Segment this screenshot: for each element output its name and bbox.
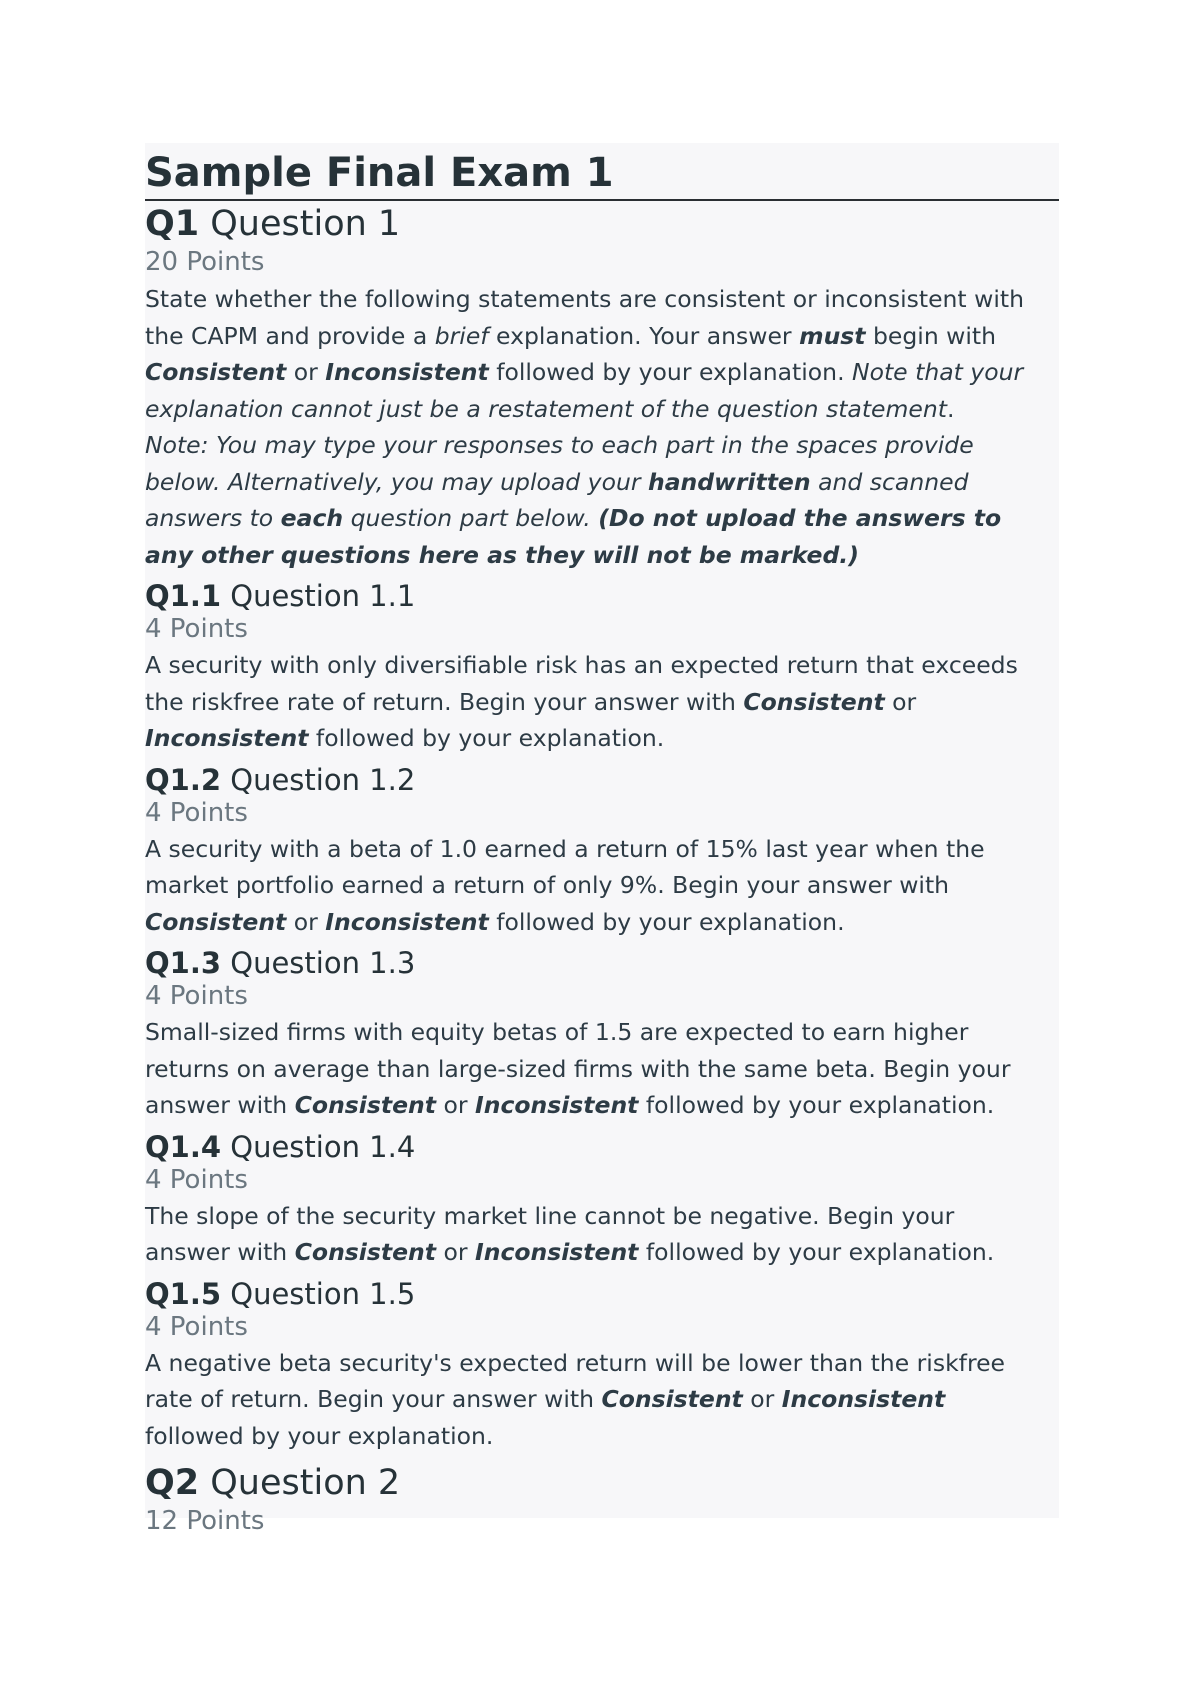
text-segment: A security with a beta of 1.0 earned a return of 15% last year when the xyxy=(145,834,985,863)
italic-text: explanation cannot just be a restatement of the question statement xyxy=(145,394,947,423)
question-number: Q2 xyxy=(145,1463,200,1503)
text-segment: A security with only diversifiable risk has an expected return that exceeds xyxy=(145,651,1018,679)
text-segment: or xyxy=(286,907,326,936)
question-number: Q1.1 xyxy=(145,579,222,613)
text-segment: followed by your explanation. xyxy=(488,358,853,386)
text-line xyxy=(145,647,1059,684)
question-text xyxy=(145,1345,1059,1455)
text-segment: begin with xyxy=(865,321,997,350)
text-segment: the riskfree rate of return. Begin your answer with xyxy=(145,687,744,716)
italic-text: brief xyxy=(434,321,489,350)
text-line xyxy=(145,1051,1059,1088)
text-segment: or xyxy=(884,687,917,716)
question-points: 4 Points xyxy=(145,1164,248,1195)
question-number: Q1.2 xyxy=(145,762,222,797)
emphasis-text: Inconsistent xyxy=(325,907,489,936)
text-segment: market portfolio earned a return of only 9%. Begin your answer with xyxy=(145,871,950,899)
text-segment: or xyxy=(435,1091,475,1119)
text-line xyxy=(145,500,1059,537)
text-segment: or xyxy=(286,358,326,386)
subquestion-q1-3 xyxy=(145,940,1059,1124)
text-line xyxy=(145,354,1059,391)
text-line xyxy=(145,1014,1059,1051)
text-line xyxy=(145,684,1059,721)
text-segment: The slope of the security market line cannot be negative. Begin your xyxy=(145,1201,955,1230)
italic-text: answers to xyxy=(145,504,281,532)
question-text xyxy=(145,1014,1059,1124)
text-segment: followed by your explanation. xyxy=(638,1238,995,1266)
italic-text: Note: You may type your responses to each part in the spaces provide xyxy=(145,431,974,459)
question-points: 4 Points xyxy=(145,614,248,644)
question-title: Question 1.2 xyxy=(230,762,416,797)
emphasis-text: Consistent xyxy=(743,687,885,716)
text-segment: the CAPM and provide a xyxy=(145,321,435,350)
question-number: Q1 xyxy=(145,204,200,244)
question-heading xyxy=(145,201,1059,247)
text-line xyxy=(145,427,1059,464)
question-points: 12 Points xyxy=(145,1506,265,1536)
question-title: Question 1.1 xyxy=(230,579,416,613)
text-segment: answer with xyxy=(145,1091,295,1119)
text-line xyxy=(145,720,1059,757)
subquestion-q1-1 xyxy=(145,573,1059,757)
text-segment: or xyxy=(742,1385,782,1413)
text-line xyxy=(145,904,1059,941)
question-text xyxy=(145,647,1059,757)
subquestion-q1-4 xyxy=(145,1124,1059,1271)
emphasis-text: Consistent xyxy=(294,1091,436,1119)
question-points: 4 Points xyxy=(145,981,248,1011)
question-title: Question 1.5 xyxy=(230,1276,416,1311)
italic-text: below. Alternatively, you may upload your xyxy=(145,467,648,496)
text-line xyxy=(145,537,1059,574)
question-title: Question 2 xyxy=(210,1463,401,1503)
subquestion-list xyxy=(145,573,1059,1454)
emphasis-text: Inconsistent xyxy=(145,724,309,752)
text-segment: followed by your explanation. xyxy=(638,1091,995,1119)
emphasis-text: Consistent xyxy=(145,907,287,936)
italic-text: Note that your xyxy=(852,358,1024,386)
question-number: Q1.4 xyxy=(145,1129,222,1164)
question-1 xyxy=(145,201,1059,573)
text-segment: followed by your explanation. xyxy=(145,1421,494,1450)
question-heading xyxy=(145,944,1059,982)
text-segment: returns on average than large-sized firms with the same beta. Begin your xyxy=(145,1054,1011,1083)
text-segment: A negative beta security's expected return will be lower than the riskfree xyxy=(145,1348,1006,1377)
emphasis-text: handwritten xyxy=(647,467,811,496)
question-heading xyxy=(145,1128,1059,1166)
emphasis-text: must xyxy=(799,321,866,350)
subquestion-q1-2 xyxy=(145,757,1059,941)
text-line xyxy=(145,1418,1059,1455)
emphasis-text: each xyxy=(280,504,344,532)
text-line xyxy=(145,1198,1059,1235)
emphasis-text: Consistent xyxy=(145,358,287,386)
text-line xyxy=(145,391,1059,428)
text-segment: answer with xyxy=(145,1238,295,1266)
subquestion-q1-5 xyxy=(145,1271,1059,1455)
italic-text: question part below. xyxy=(343,504,599,532)
emphasis-text: Inconsistent xyxy=(781,1385,946,1413)
text-line xyxy=(145,464,1059,501)
question-heading xyxy=(145,1275,1059,1313)
question-heading xyxy=(145,761,1059,799)
text-segment: followed by your explanation. xyxy=(488,907,845,936)
text-segment: or xyxy=(435,1238,475,1266)
text-line xyxy=(145,318,1059,355)
question-title: Question 1.3 xyxy=(230,946,416,980)
text-line xyxy=(145,1087,1059,1124)
emphasis-text: Inconsistent xyxy=(474,1238,639,1266)
emphasis-text: any other questions here as they will not be marked.) xyxy=(145,540,859,569)
page-title: Sample Final Exam 1 xyxy=(145,143,1059,201)
text-line xyxy=(145,1345,1059,1382)
text-line xyxy=(145,867,1059,904)
question-2 xyxy=(145,1460,1059,1536)
question-number: Q1.5 xyxy=(145,1276,222,1311)
text-segment: State whether the following statements are consistent or inconsistent with xyxy=(145,285,1024,313)
emphasis-text: Consistent xyxy=(601,1385,743,1413)
emphasis-text: Inconsistent xyxy=(474,1091,639,1119)
question-points: 20 Points xyxy=(145,247,265,277)
question-text xyxy=(145,831,1059,941)
question-number: Q1.3 xyxy=(145,946,222,980)
text-segment: Small-sized firms with equity betas of 1.5 are expected to earn higher xyxy=(145,1018,969,1046)
question-points: 4 Points xyxy=(145,797,248,828)
question-text xyxy=(145,1198,1059,1271)
question-title: Question 1.4 xyxy=(230,1129,416,1164)
text-segment: explanation. Your answer xyxy=(488,321,800,350)
exam-page xyxy=(145,143,1059,1536)
text-segment: . xyxy=(946,394,955,423)
emphasis-text: Inconsistent xyxy=(325,358,489,386)
question-instructions xyxy=(145,281,1059,573)
text-line xyxy=(145,1234,1059,1271)
text-segment: followed by your explanation. xyxy=(308,724,665,752)
text-line xyxy=(145,831,1059,868)
question-points: 4 Points xyxy=(145,1311,248,1342)
text-line xyxy=(145,281,1059,318)
text-line xyxy=(145,1381,1059,1418)
question-heading xyxy=(145,1460,1059,1506)
question-title: Question 1 xyxy=(210,204,401,244)
emphasis-text: (Do not upload the answers to xyxy=(598,504,1002,532)
question-heading xyxy=(145,577,1059,615)
italic-text: and scanned xyxy=(810,467,969,496)
text-segment: rate of return. Begin your answer with xyxy=(145,1385,602,1413)
emphasis-text: Consistent xyxy=(294,1238,436,1266)
